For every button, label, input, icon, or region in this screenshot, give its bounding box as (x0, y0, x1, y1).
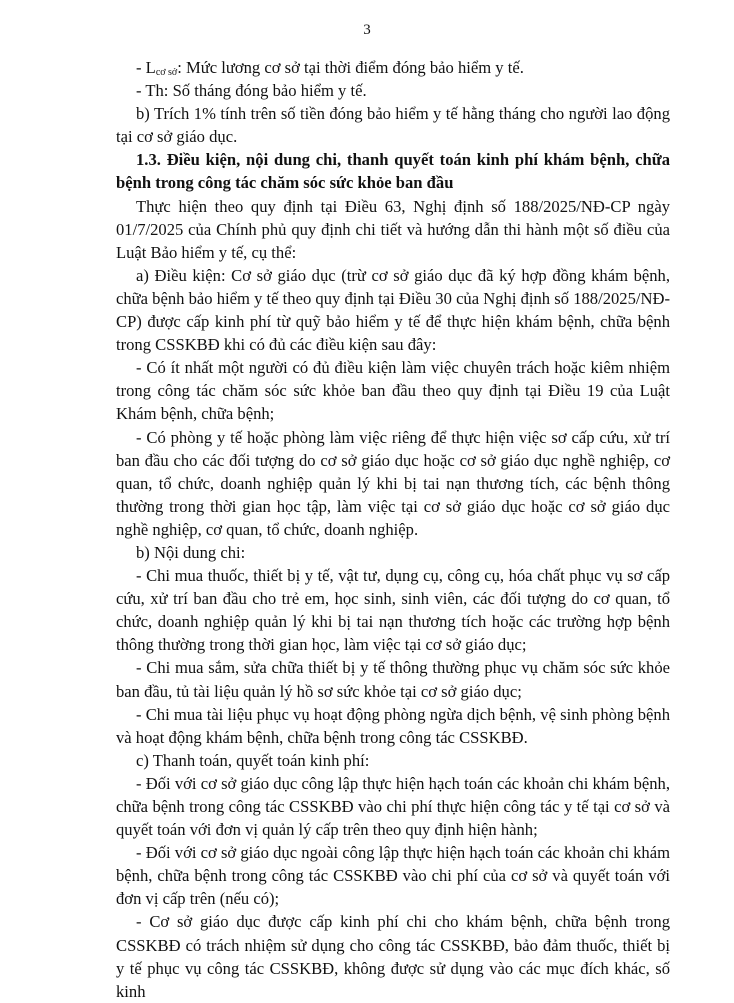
paragraph: b) Nội dung chi: (136, 542, 246, 562)
paragraph: a) Điều kiện: Cơ sở giáo dục (trừ cơ sở giáo dục đã ký hợp đồng khám bệnh, chữa bệnh bảo hiểm y tế theo quy định tại Điều 30 của Nghị định số 188/2025/NĐ-CP) được cấp kinh phí từ quỹ bảo hiểm y tế để thực hiện khám bệnh, chữa bệnh trong CSSKBĐ khi có đủ các điều kiện sau đây: (116, 265, 670, 355)
paragraph: - Đối với cơ sở giáo dục công lập thực hiện hạch toán các khoản chi khám bệnh, chữa bệnh trong công tác CSSKBĐ vào chi phí thực hiện công tác y tế tại cơ sở và quyết toán với đơn vị quản lý cấp trên theo quy định hiện hành; (116, 773, 670, 840)
paragraph: - Chi mua thuốc, thiết bị y tế, vật tư, dụng cụ, công cụ, hóa chất phục vụ sơ cấp cứu, xử trí ban đầu cho trẻ em, học sinh, sinh viên, các đối tượng do cơ quan, tổ chức, doanh nghiệp quản lý khi bị tai nạn thương tích hoặc các trường hợp bệnh thông thường trong thời gian học, làm việc tại cơ sở giáo dục; (116, 566, 670, 655)
lcs-definition: : Mức lương cơ sở tại thời điểm đóng bảo hiểm y tế. (177, 58, 524, 77)
paragraph: - Đối với cơ sở giáo dục ngoài công lập thực hiện hạch toán các khoản chi khám bệnh, chữa bệnh trong công tác CSSKBĐ vào chi phí của cơ sở và quyết toán với đơn vị cấp trên (nếu có); (116, 843, 670, 909)
section-heading: 1.3. Điều kiện, nội dung chi, thanh quyết toán kinh phí khám bệnh, chữa bệnh trong công tác chăm sóc sức khỏe ban đầu (116, 150, 670, 193)
paragraph: - Có ít nhất một người có đủ điều kiện làm việc chuyên trách hoặc kiêm nhiệm trong công tác chăm sóc sức khỏe ban đầu theo quy định tại Điều 19 của Luật Khám bệnh, chữa bệnh; (116, 358, 670, 424)
lcs-subscript: cơ sở (155, 67, 178, 78)
document-body (116, 56, 670, 1003)
paragraph: - Chi mua sắm, sửa chữa thiết bị y tế thông thường phục vụ chăm sóc sức khỏe ban đầu, tủ tài liệu quản lý hồ sơ sức khỏe tại cơ sở giáo dục; (116, 658, 670, 701)
paragraph: - Th: Số tháng đóng bảo hiểm y tế. (136, 81, 367, 101)
paragraph: - Cơ sở giáo dục được cấp kinh phí chi cho khám bệnh, chữa bệnh trong CSSKBĐ có trách nhiệm sử dụng cho công tác CSSKBĐ, bảo đảm thuốc, thiết bị y tế phục vụ công tác CSSKBĐ, không được sử dụng vào các mục đích khác, số kinh (116, 912, 670, 1001)
paragraph-lcs (116, 56, 670, 79)
paragraph: - Chi mua tài liệu phục vụ hoạt động phòng ngừa dịch bệnh, vệ sinh phòng bệnh và hoạt động khám bệnh, chữa bệnh trong công tác CSSKBĐ. (116, 704, 670, 747)
paragraph: - Có phòng y tế hoặc phòng làm việc riêng để thực hiện việc sơ cấp cứu, xử trí ban đầu cho các đối tượng do cơ sở giáo dục hoặc cơ sở giáo dục nghề nghiệp, cơ quan, tổ chức, doanh nghiệp quản lý khi bị tai nạn thương tích, các bệnh thông thường trong thời gian học tập, làm việc tại cơ sở giáo dục hoặc cơ sở giáo dục nghề nghiệp, cơ quan, tổ chức, doanh nghiệp. (116, 427, 670, 539)
lcs-prefix: - L (136, 58, 156, 77)
paragraph: b) Trích 1% tính trên số tiền đóng bảo hiểm y tế hằng tháng cho người lao động tại cơ sở giáo dục. (116, 104, 670, 147)
paragraph: Thực hiện theo quy định tại Điều 63, Nghị định số 188/2025/NĐ-CP ngày 01/7/2025 của Chính phủ quy định chi tiết và hướng dẫn thi hành một số điều của Luật Bảo hiểm y tế, cụ thể: (116, 196, 670, 262)
page-number: 3 (363, 22, 371, 38)
paragraph: c) Thanh toán, quyết toán kinh phí: (136, 750, 370, 770)
